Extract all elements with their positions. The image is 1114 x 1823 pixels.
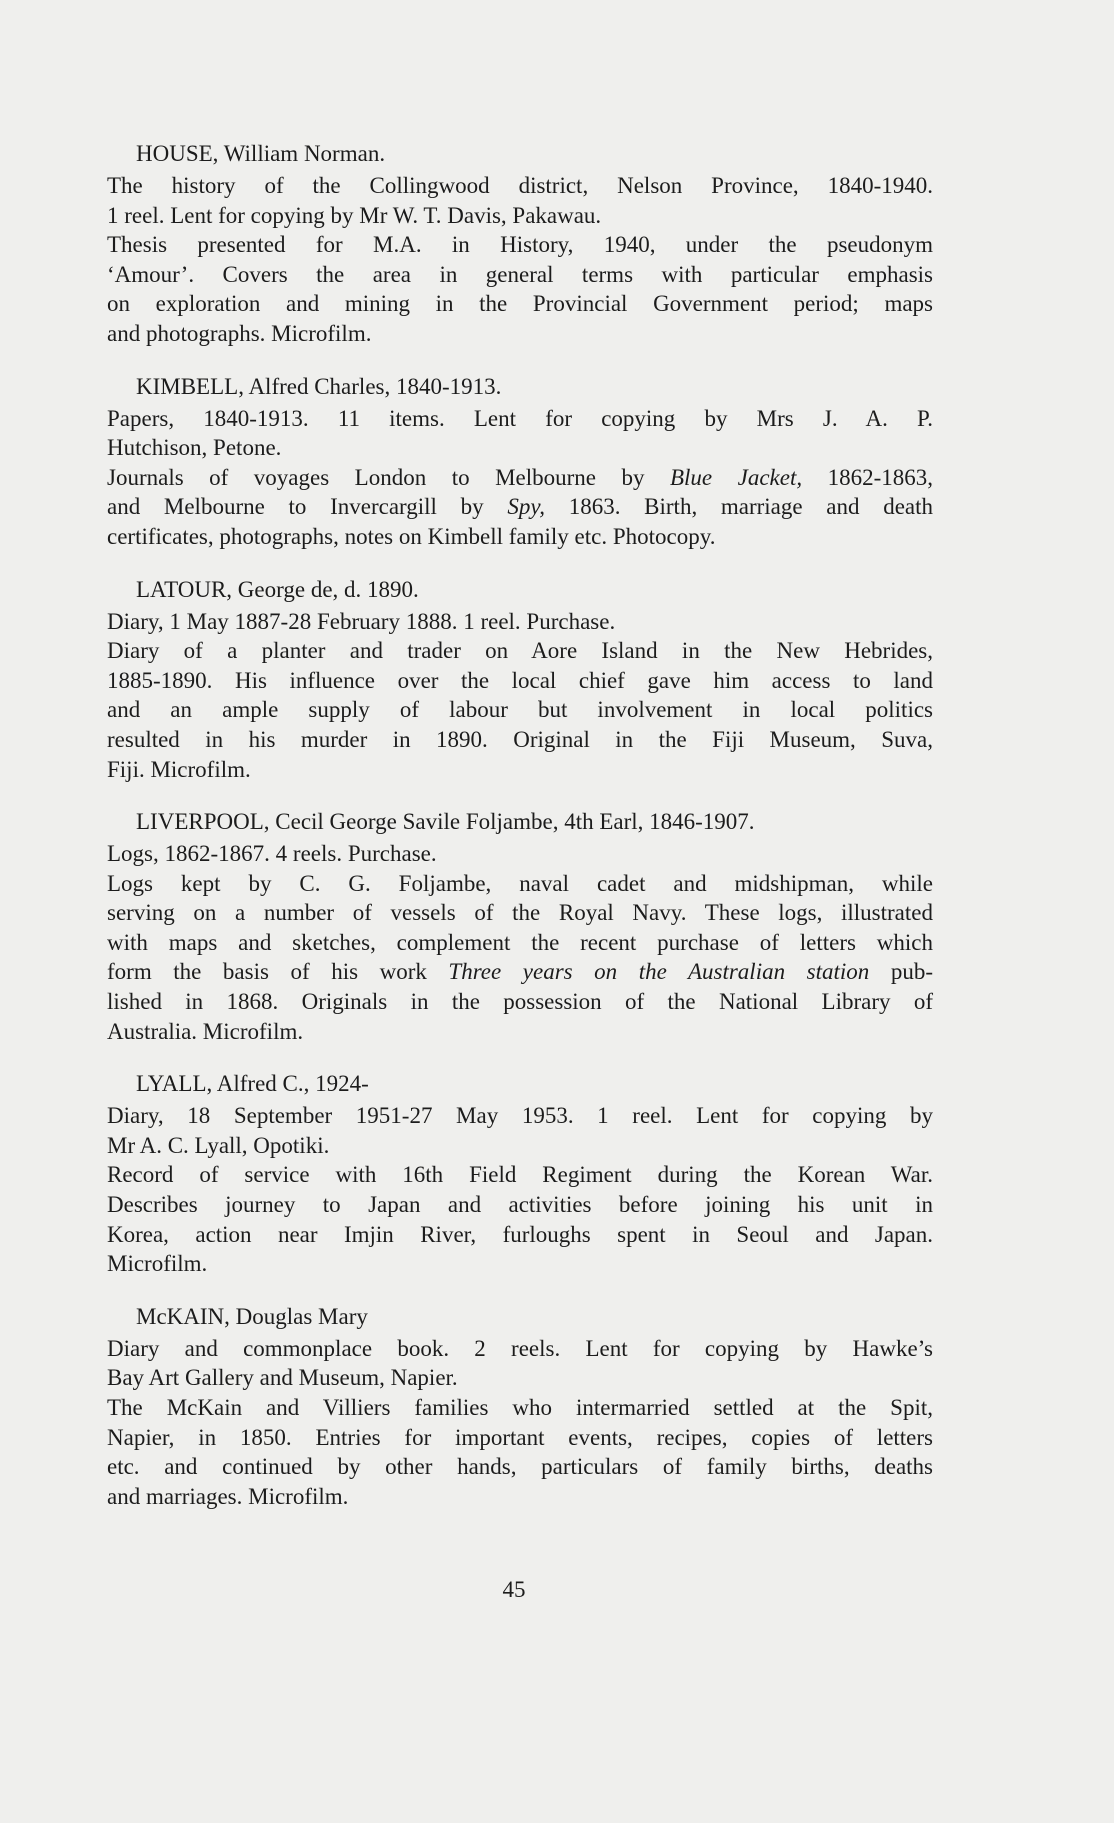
entry-heading: LATOUR, George de, d. 1890. bbox=[136, 576, 419, 602]
text-line: Hutchison, Petone. bbox=[107, 435, 282, 461]
text-line: The history of the Collingwood district, Nelson Province, 1840-1940. bbox=[107, 173, 933, 198]
text-line: etc. and continued by other hands, particulars of family births, deaths bbox=[107, 1454, 933, 1480]
text-line: and an ample supply of labour but involvement in local politics bbox=[107, 697, 933, 723]
text-line: Diary of a planter and trader on Aore Island in the New Hebrides, bbox=[107, 638, 933, 664]
entry-heading: KIMBELL, Alfred Charles, 1840-1913. bbox=[136, 373, 502, 399]
entry-heading: McKAIN, Douglas Mary bbox=[136, 1303, 368, 1329]
text-line: on exploration and mining in the Provincial Government period; maps bbox=[107, 291, 933, 317]
text-line: Journals of voyages London to Melbourne by Blue Jacket, 1862-1863, bbox=[107, 464, 934, 490]
text-line: certificates, photographs, notes on Kimbell family etc. Photocopy. bbox=[107, 523, 716, 549]
italic-title: Blue Jacket, bbox=[669, 464, 803, 490]
entry-mckain bbox=[107, 1302, 933, 1512]
entry-house bbox=[107, 139, 933, 349]
text-line: Napier, in 1850. Entries for important events, recipes, copies of letters bbox=[107, 1424, 933, 1450]
text-line: 1 reel. Lent for copying by Mr W. T. Davis, Pakawau. bbox=[107, 202, 602, 228]
text-line: with maps and sketches, complement the recent purchase of letters which bbox=[107, 929, 933, 955]
text-line: Microfilm. bbox=[107, 1251, 208, 1277]
italic-title: Three years on the Australian station bbox=[448, 959, 870, 985]
text-line: Mr A. C. Lyall, Opotiki. bbox=[107, 1132, 330, 1158]
text-line: Diary, 1 May 1887-28 February 1888. 1 reel. Purchase. bbox=[107, 608, 616, 634]
text-line: 1885-1890. His influence over the local chief gave him access to land bbox=[107, 667, 933, 693]
text-line: Logs kept by C. G. Foljambe, naval cadet and midshipman, while bbox=[107, 870, 933, 896]
entry-kimbell bbox=[107, 372, 933, 552]
catalogue-page bbox=[107, 139, 933, 1534]
text-line: Australia. Microfilm. bbox=[107, 1018, 304, 1044]
text-line: form the basis of his work Three years on the Australian station pub- bbox=[107, 959, 933, 985]
text-line: Korea, action near Imjin River, furloughs spent in Seoul and Japan. bbox=[107, 1221, 933, 1247]
entry-description bbox=[107, 607, 933, 785]
entry-description bbox=[107, 1101, 933, 1279]
entry-liverpool bbox=[107, 807, 933, 1046]
text-line: and photographs. Microfilm. bbox=[107, 320, 372, 346]
entry-latour bbox=[107, 575, 933, 785]
entry-description bbox=[107, 171, 933, 349]
entry-description bbox=[107, 404, 933, 552]
italic-title: Spy, bbox=[507, 494, 546, 520]
text-line: Record of service with 16th Field Regiment during the Korean War. bbox=[107, 1162, 933, 1188]
text-line: resulted in his murder in 1890. Original in the Fiji Museum, Suva, bbox=[107, 726, 933, 752]
text-line: Thesis presented for M.A. in History, 1940, under the pseudonym bbox=[107, 232, 933, 258]
text-line: The McKain and Villiers families who intermarried settled at the Spit, bbox=[107, 1395, 933, 1420]
text-line: serving on a number of vessels of the Royal Navy. These logs, illustrated bbox=[107, 900, 933, 926]
entry-lyall bbox=[107, 1069, 933, 1279]
page-number: 45 bbox=[502, 1577, 526, 1602]
text-line: Bay Art Gallery and Museum, Napier. bbox=[107, 1365, 458, 1391]
entry-description bbox=[107, 1334, 933, 1512]
text-line: and Melbourne to Invercargill by Spy, 1863. Birth, marriage and death bbox=[107, 494, 933, 520]
entry-heading: HOUSE, William Norman. bbox=[136, 141, 386, 166]
entry-heading: LYALL, Alfred C., 1924- bbox=[136, 1071, 369, 1097]
text-line: Fiji. Microfilm. bbox=[107, 756, 251, 782]
text-line: Papers, 1840-1913. 11 items. Lent for copying by Mrs J. A. P. bbox=[107, 405, 933, 431]
text-line: lished in 1868. Originals in the possession of the National Library of bbox=[107, 989, 933, 1015]
text-line: ‘Amour’. Covers the area in general terms with particular emphasis bbox=[107, 261, 933, 287]
entry-description bbox=[107, 839, 933, 1046]
text-line: Logs, 1862-1867. 4 reels. Purchase. bbox=[107, 841, 437, 867]
text-line: and marriages. Microfilm. bbox=[107, 1483, 349, 1509]
entry-heading: LIVERPOOL, Cecil George Savile Foljambe, 4th Earl, 1846-1907. bbox=[136, 809, 755, 835]
text-line: Describes journey to Japan and activities before joining his unit in bbox=[107, 1192, 933, 1218]
text-line: Diary and commonplace book. 2 reels. Lent for copying by Hawke’s bbox=[107, 1335, 933, 1361]
text-line: Diary, 18 September 1951-27 May 1953. 1 reel. Lent for copying by bbox=[107, 1103, 933, 1129]
